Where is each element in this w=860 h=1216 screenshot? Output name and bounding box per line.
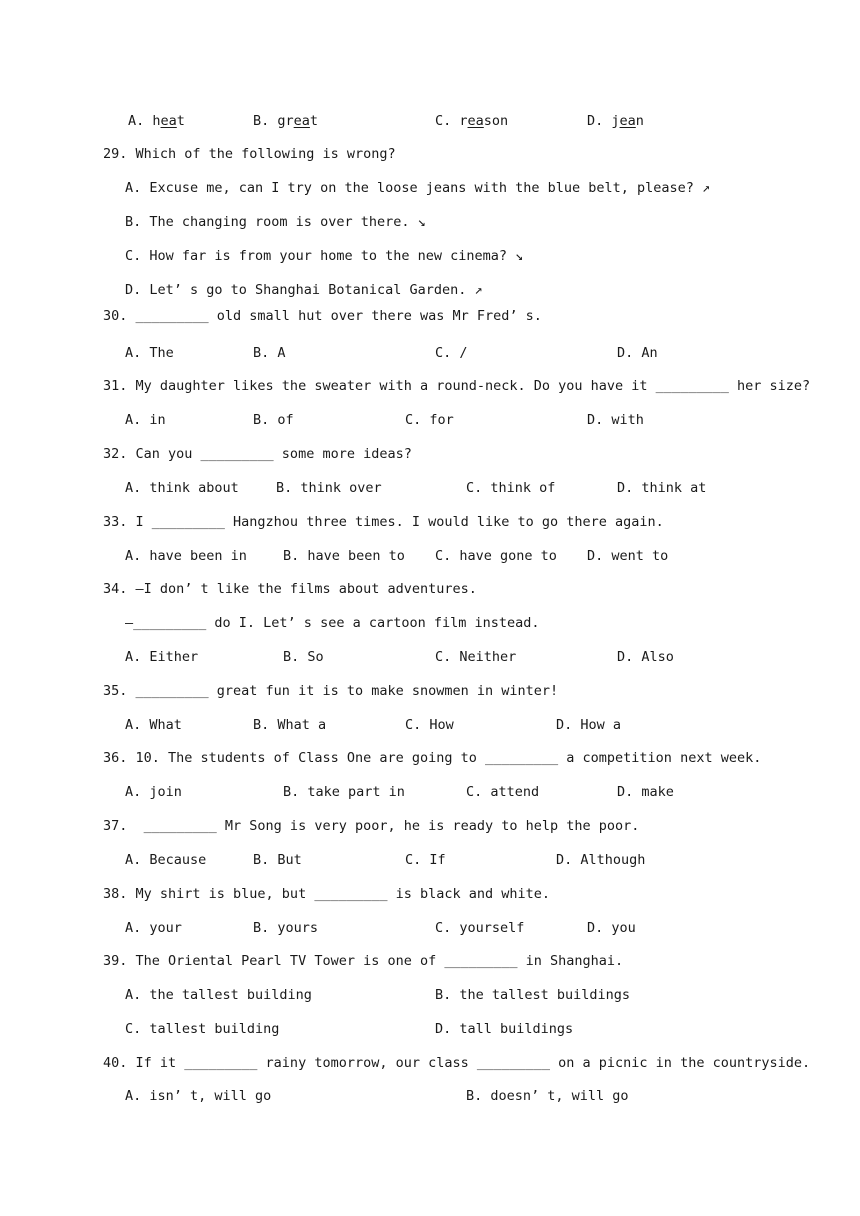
q29-option-d: D. Let’ s go to Shanghai Botanical Garden. ↗: [125, 282, 483, 298]
q35-option-b: B. What a: [253, 717, 327, 733]
q37-option-c: C. If: [405, 852, 446, 868]
q40-stem: 40. If it _________ rainy tomorrow, our class _________ on a picnic in the countryside.: [103, 1055, 811, 1071]
q39-option-b: B. the tallest buildings: [435, 987, 631, 1003]
q29-stem: 29. Which of the following is wrong?: [103, 146, 396, 162]
q33-option-a: A. have been in: [125, 548, 247, 564]
q38-option-b: B. yours: [253, 920, 319, 936]
q31-option-d: D. with: [587, 412, 644, 428]
q32-option-c: C. think of: [466, 480, 556, 496]
q35-option-a: A. What: [125, 717, 182, 733]
q38-stem: 38. My shirt is blue, but _________ is black and white.: [103, 886, 551, 902]
q31-option-a: A. in: [125, 412, 166, 428]
q28-option-c: C. reason: [435, 113, 509, 129]
q40-option-b: B. doesn’ t, will go: [466, 1088, 629, 1104]
q33-stem: 33. I _________ Hangzhou three times. I would like to go there again.: [103, 514, 664, 530]
q36-option-d: D. make: [617, 784, 674, 800]
q31-option-b: B. of: [253, 412, 294, 428]
q39-stem: 39. The Oriental Pearl TV Tower is one of _________ in Shanghai.: [103, 953, 624, 969]
q34-stem-response: —_________ do I. Let’ s see a cartoon film instead.: [125, 615, 540, 631]
q30-option-a: A. The: [125, 345, 174, 361]
q34-option-a: A. Either: [125, 649, 199, 665]
q32-stem: 32. Can you _________ some more ideas?: [103, 446, 412, 462]
q39-option-d: D. tall buildings: [435, 1021, 574, 1037]
q29-option-b: B. The changing room is over there. ↘: [125, 214, 426, 230]
q33-option-b: B. have been to: [283, 548, 405, 564]
q30-stem: 30. _________ old small hut over there was Mr Fred’ s.: [103, 308, 542, 324]
q34-option-b: B. So: [283, 649, 324, 665]
q30-option-d: D. An: [617, 345, 658, 361]
q36-option-c: C. attend: [466, 784, 540, 800]
q35-option-d: D. How a: [556, 717, 622, 733]
q34-option-d: D. Also: [617, 649, 674, 665]
q34-option-c: C. Neither: [435, 649, 517, 665]
q36-option-b: B. take part in: [283, 784, 405, 800]
q30-option-b: B. A: [253, 345, 286, 361]
q33-option-d: D. went to: [587, 548, 669, 564]
q32-option-b: B. think over: [276, 480, 382, 496]
q38-option-d: D. you: [587, 920, 636, 936]
q32-option-a: A. think about: [125, 480, 239, 496]
q36-stem: 36. 10. The students of Class One are going to _________ a competition next week.: [103, 750, 762, 766]
q37-option-a: A. Because: [125, 852, 207, 868]
q29-option-a: A. Excuse me, can I try on the loose jeans with the blue belt, please? ↗: [125, 180, 711, 196]
q28-option-b: B. great: [253, 113, 319, 129]
q29-option-c: C. How far is from your home to the new cinema? ↘: [125, 248, 524, 264]
q35-stem: 35. _________ great fun it is to make snowmen in winter!: [103, 683, 559, 699]
q36-option-a: A. join: [125, 784, 182, 800]
q38-option-c: C. yourself: [435, 920, 525, 936]
q31-stem: 31. My daughter likes the sweater with a round-neck. Do you have it _________ her size?: [103, 378, 811, 394]
q33-option-c: C. have gone to: [435, 548, 557, 564]
q32-option-d: D. think at: [617, 480, 707, 496]
q30-option-c: C. /: [435, 345, 468, 361]
q37-stem: 37. _________ Mr Song is very poor, he is ready to help the poor.: [103, 818, 640, 834]
q38-option-a: A. your: [125, 920, 182, 936]
q35-option-c: C. How: [405, 717, 454, 733]
q39-option-c: C. tallest building: [125, 1021, 280, 1037]
q40-option-a: A. isn’ t, will go: [125, 1088, 272, 1104]
q39-option-a: A. the tallest building: [125, 987, 312, 1003]
q37-option-b: B. But: [253, 852, 302, 868]
q28-option-a: A. heat: [128, 113, 185, 129]
q37-option-d: D. Although: [556, 852, 646, 868]
q34-stem: 34. —I don’ t like the films about adventures.: [103, 581, 477, 597]
q31-option-c: C. for: [405, 412, 454, 428]
q28-option-d: D. jean: [587, 113, 644, 129]
